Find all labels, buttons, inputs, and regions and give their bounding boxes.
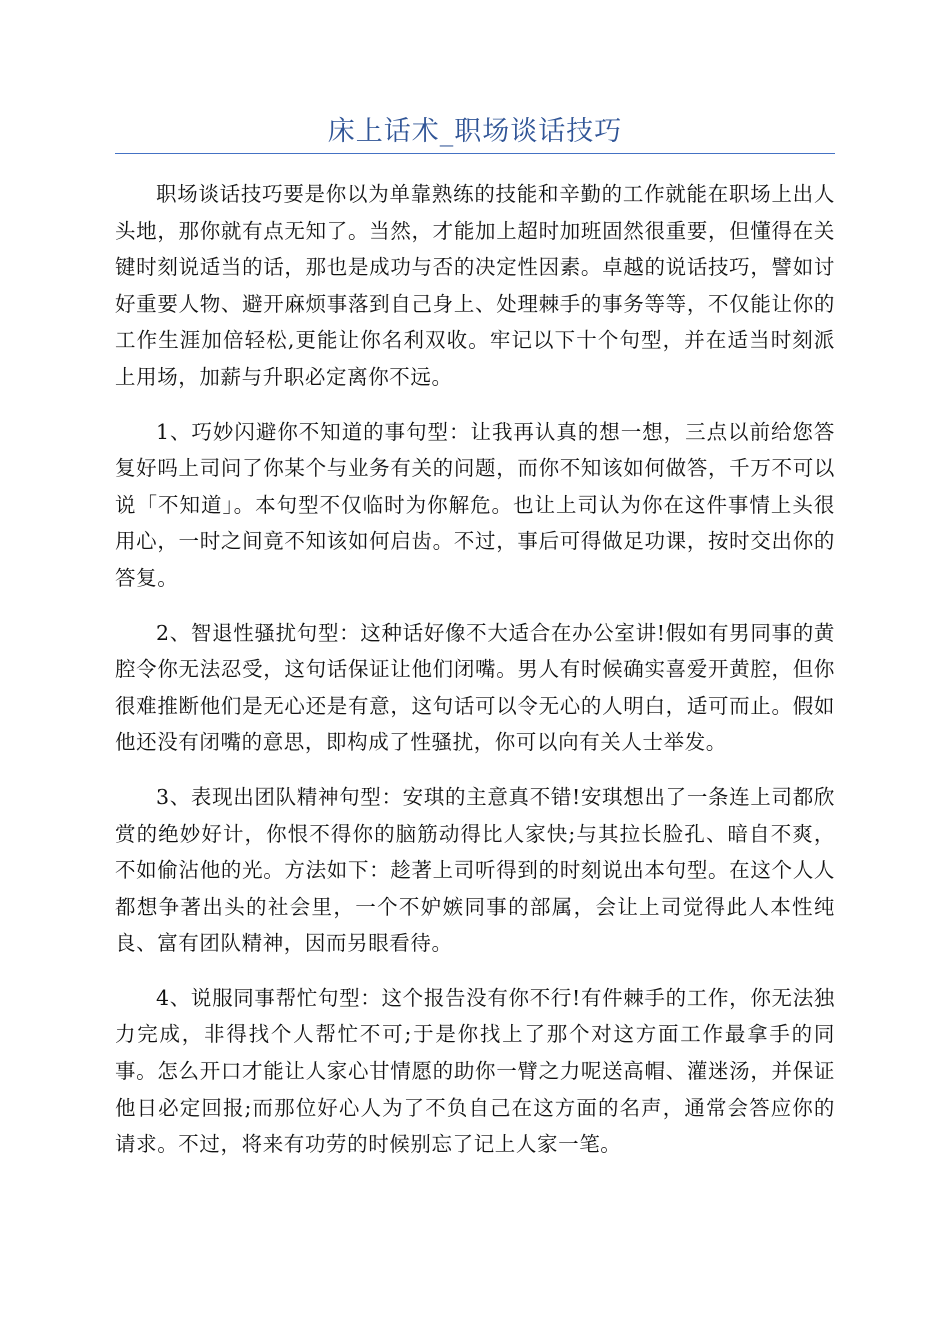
paragraph-tip-2: 2、智退性骚扰句型：这种话好像不大适合在办公室讲!假如有男同事的黄腔令你无法忍受，这句话保证让他们闭嘴。男人有时候确实喜爱开黄腔，但你很难推断他们是无心还是有意，这句话可以令无心的人明白，适可而止。假如他还没有闭嘴的意思，即构成了性骚扰，你可以向有关人士举发。 (115, 620, 835, 755)
document-title: 床上话术_职场谈话技巧 (327, 116, 623, 147)
paragraph-tip-4: 4、说服同事帮忙句型：这个报告没有你不行!有件棘手的工作，你无法独力完成，非得找个人帮忙不可;于是你找上了那个对这方面工作最拿手的同事。怎么开口才能让人家心甘情愿的助你一臂之力呢送高帽、灌迷汤，并保证他日必定回报;而那位好心人为了不负自己在这方面的名声，通常会答应你的请求。不过，将来有功劳的时候别忘了记上人家一笔。 (115, 985, 835, 1157)
paragraph-tip-3: 3、表现出团队精神句型：安琪的主意真不错!安琪想出了一条连上司都欣赏的绝妙好计，你恨不得你的脑筋动得比人家快;与其拉长脸孔、暗自不爽，不如偷沾他的光。方法如下：趁著上司听得到的时刻说出本句型。在这个人人都想争著出头的社会里，一个不妒嫉同事的部属，会让上司觉得此人本性纯良、富有团队精神，因而另眼看待。 (115, 784, 835, 956)
document-body (115, 176, 835, 1181)
title-underline (115, 153, 835, 154)
paragraph-tip-1: 1、巧妙闪避你不知道的事句型：让我再认真的想一想，三点以前给您答复好吗上司问了你某个与业务有关的问题，而你不知该如何做答，千万不可以说「不知道」。本句型不仅临时为你解危。也让上司认为你在这件事情上头很用心，一时之间竟不知该如何启齿。不过，事后可得做足功课，按时交出你的答复。 (115, 419, 835, 590)
paragraph-intro: 职场谈话技巧要是你以为单靠熟练的技能和辛勤的工作就能在职场上出人头地，那你就有点无知了。当然，才能加上超时加班固然很重要，但懂得在关键时刻说适当的话，那也是成功与否的决定性因素。卓越的说话技巧，譬如讨好重要人物、避开麻烦事落到自己身上、处理棘手的事务等等，不仅能让你的工作生涯加倍轻松,更能让你名利双收。牢记以下十个句型，并在适当时刻派上用场，加薪与升职必定离你不远。 (115, 182, 835, 389)
